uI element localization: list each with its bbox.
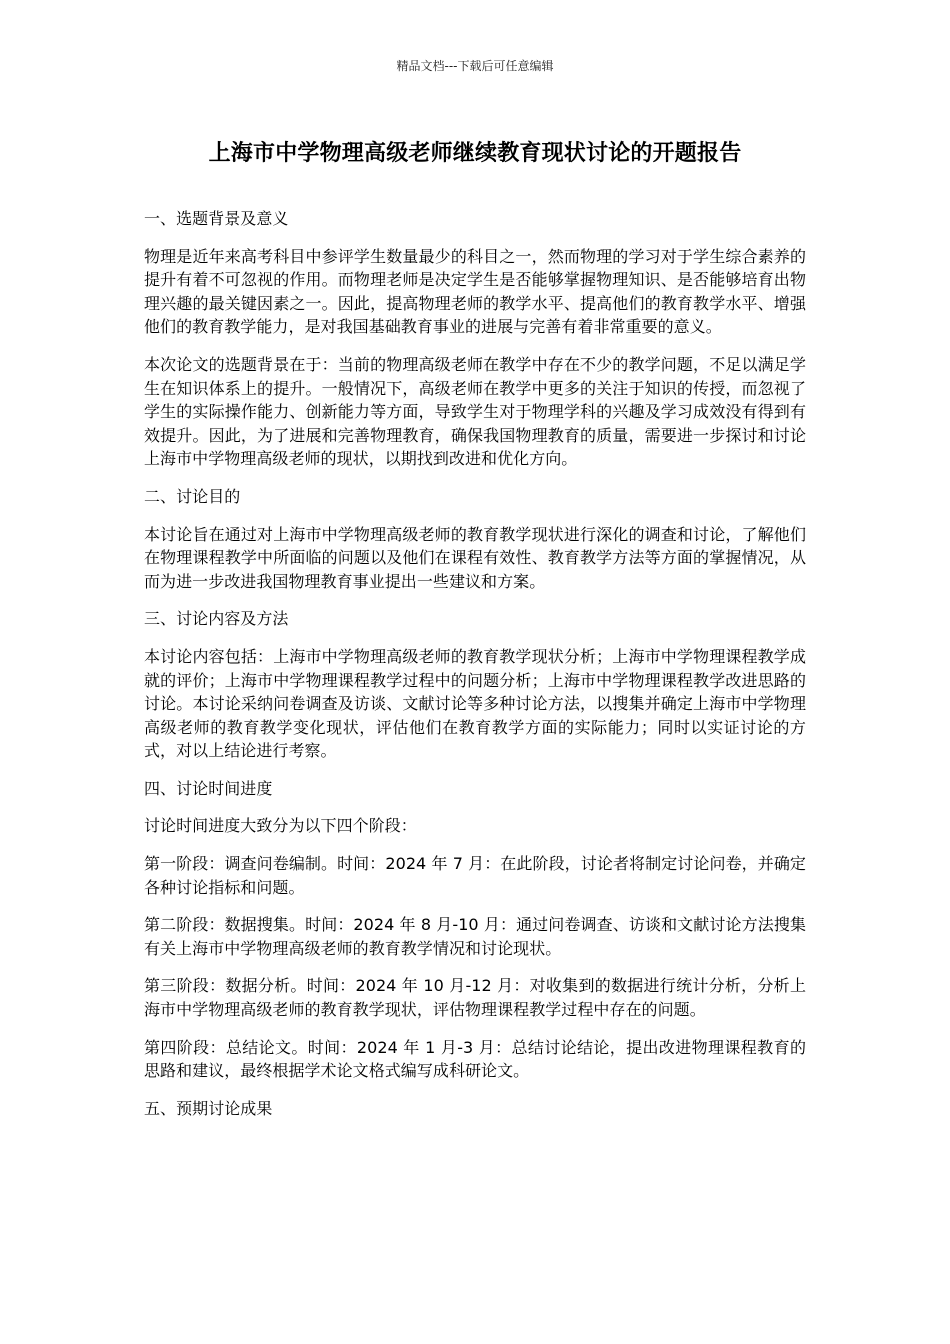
section-heading-content-method: 三、讨论内容及方法 bbox=[144, 609, 289, 629]
paragraph-stage-3: 第三阶段：数据分析。时间：2024 年 10 月-12 月：对收集到的数据进行统计分析，分析上海市中学物理高级老师的教育教学现状，评估物理课程教学过程中存在的问题。 bbox=[144, 976, 806, 1020]
page-header: 精品文档---下载后可任意编辑 bbox=[396, 59, 554, 73]
paragraph-background-2: 本次论文的选题背景在于：当前的物理高级老师在教学中存在不少的教学问题，不足以满足学生在知识体系上的提升。一般情况下，高级老师在教学中更多的关注于知识的传授，而忽视了学生的实际操作能力、创新能力等方面，导致学生对于物理学科的兴趣及学习成效没有得到有效提升。因此，为了进展和完善物理教育，确保我国物理教育的质量，需要进一步探讨和讨论上海市中学物理高级老师的现状，以期找到改进和优化方向。 bbox=[144, 354, 806, 469]
paragraph-purpose: 本讨论旨在通过对上海市中学物理高级老师的教育教学现状进行深化的调查和讨论，了解他们在物理课程教学中所面临的问题以及他们在课程有效性、教育教学方法等方面的掌握情况，从而为进一步改进我国物理教育事业提出一些建议和方案。 bbox=[144, 524, 806, 591]
paragraph-stage-1: 第一阶段：调查问卷编制。时间：2024 年 7 月：在此阶段，讨论者将制定讨论问卷，并确定各种讨论指标和问题。 bbox=[144, 854, 806, 897]
section-heading-background: 一、选题背景及意义 bbox=[144, 209, 289, 228]
document-title: 上海市中学物理高级老师继续教育现状讨论的开题报告 bbox=[208, 141, 742, 166]
section-heading-schedule: 四、讨论时间进度 bbox=[144, 778, 273, 798]
paragraph-background-1: 物理是近年来高考科目中参评学生数量最少的科目之一，然而物理的学习对于学生综合素养的提升有着不可忽视的作用。而物理老师是决定学生是否能够掌握物理知识、是否能够培育出物理兴趣的最关键因素之一。因此，提高物理老师的教学水平、提高他们的教育教学水平、增强他们的教育教学能力，是对我国基础教育事业的进展与完善有着非常重要的意义。 bbox=[144, 246, 806, 337]
section-heading-purpose: 二、讨论目的 bbox=[144, 486, 241, 506]
paragraph-stage-4: 第四阶段：总结论文。时间：2024 年 1 月-3 月：总结讨论结论，提出改进物理课程教育的思路和建议，最终根据学术论文格式编写成科研论文。 bbox=[144, 1037, 806, 1081]
document-body bbox=[144, 207, 806, 1134]
paragraph-schedule-intro: 讨论时间进度大致分为以下四个阶段： bbox=[144, 816, 417, 836]
paragraph-content-method: 本讨论内容包括：上海市中学物理高级老师的教育教学现状分析；上海市中学物理课程教学成就的评价；上海市中学物理课程教学过程中的问题分析；上海市中学物理课程教学改进思路的讨论。本讨论采纳问卷调查及访谈、文献讨论等多种讨论方法，以搜集并确定上海市中学物理高级老师的教育教学变化现状，评估他们在教育教学方面的实际能力；同时以实证讨论的方式，对以上结论进行考察。 bbox=[144, 646, 806, 761]
paragraph-stage-2: 第二阶段：数据搜集。时间：2024 年 8 月-10 月：通过问卷调查、访谈和文献讨论方法搜集有关上海市中学物理高级老师的教育教学情况和讨论现状。 bbox=[144, 915, 806, 958]
section-heading-expected-results: 五、预期讨论成果 bbox=[144, 1098, 273, 1118]
